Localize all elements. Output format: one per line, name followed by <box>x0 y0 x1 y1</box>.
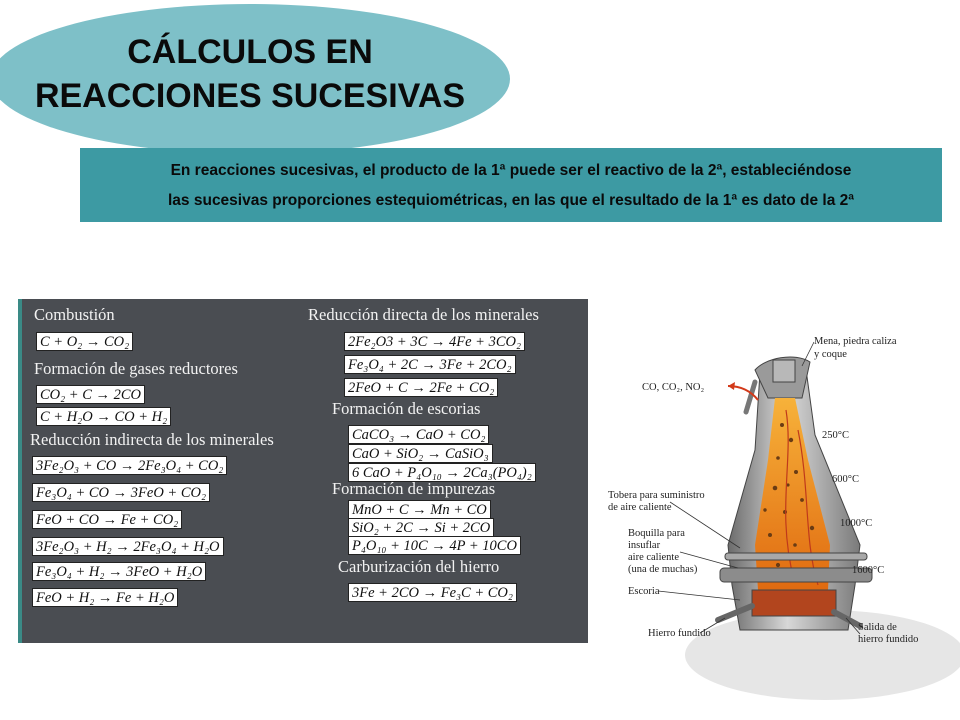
label-1000c: 1000°C <box>840 518 873 529</box>
label-gases: CO, CO₂, NO₂ <box>642 382 705 393</box>
label-boquilla-4: (una de muchas) <box>628 564 698 575</box>
equation: 3Fe₂O₃ + CO → 2Fe₃O₄ + CO₂ <box>32 456 227 475</box>
label-salida-1: Salida de <box>858 622 897 633</box>
label-escoria: Escoria <box>628 586 660 597</box>
reactions-panel <box>18 299 588 643</box>
heading-carburizacion: Carburización del hierro <box>338 557 500 576</box>
title-line-1: CÁLCULOS EN <box>127 33 373 71</box>
label-hierro-fundido: Hierro fundido <box>648 628 711 639</box>
label-1600c: 1600°C <box>852 565 885 576</box>
banner-line-1: En reacciones sucesivas, el producto de la 1ª puede ser el reactivo de la 2ª, estableciéndose <box>170 162 852 179</box>
equation: C + O₂ → CO₂ <box>36 332 133 351</box>
equation: Fe₃O₄ + 2C → 3Fe + 2CO₂ <box>344 355 516 374</box>
blast-furnace-diagram <box>590 300 960 710</box>
heading-reduccion-directa: Reducción directa de los minerales <box>308 305 539 324</box>
equation: FeO + CO → Fe + CO₂ <box>32 510 182 529</box>
equation: Fe₃O₄ + H₂ → 3FeO + H₂O <box>32 562 206 581</box>
heading-escorias: Formación de escorias <box>332 399 481 418</box>
equation: MnO + C → Mn + CO <box>348 500 491 519</box>
equation: 2FeO + C → 2Fe + CO₂ <box>344 378 498 397</box>
equation: CaCO₃ → CaO + CO₂ <box>348 425 489 444</box>
banner-line-2: las sucesivas proporciones estequiométricas, en las que el resultado de la 1ª es dato de la 2ª <box>168 192 854 209</box>
equation: Fe₃O₄ + CO → 3FeO + CO₂ <box>32 483 210 502</box>
label-boquilla-1: Boquilla para <box>628 528 685 539</box>
label-mena: Mena, piedra caliza <box>814 336 897 347</box>
label-boquilla-2: insuflar <box>628 540 661 551</box>
label-boquilla-3: aire caliente <box>628 552 680 563</box>
equation: CaO + SiO₂ → CaSiO₃ <box>348 444 493 463</box>
equation: SiO₂ + 2C → Si + 2CO <box>348 518 494 537</box>
heading-reduccion-indirecta: Reducción indirecta de los minerales <box>30 430 274 449</box>
equation: CO₂ + C → 2CO <box>36 385 145 404</box>
page-title <box>0 30 500 118</box>
equation: 6 CaO + P₄O₁₀ → 2Ca₃(PO₄)₂ <box>348 463 536 482</box>
equation: 2Fe₂O3 + 3C → 4Fe + 3CO₂ <box>344 332 525 351</box>
label-600c: 600°C <box>832 474 859 485</box>
equation: FeO + H₂ → Fe + H₂O <box>32 588 178 607</box>
equation: P₄O₁₀ + 10C → 4P + 10CO <box>348 536 521 555</box>
label-salida-2: hierro fundido <box>858 634 919 645</box>
label-tobera-1: Tobera para suministro <box>608 490 705 501</box>
equation: 3Fe₂O₃ + H₂ → 2Fe₃O₄ + H₂O <box>32 537 224 556</box>
equation: 3Fe + 2CO → Fe₃C + CO₂ <box>348 583 517 602</box>
title-line-2: REACCIONES SUCESIVAS <box>34 77 466 115</box>
intro-banner <box>80 148 942 222</box>
heading-impurezas: Formación de impurezas <box>332 479 496 498</box>
heading-gases-reductores: Formación de gases reductores <box>34 359 238 378</box>
equation: C + H₂O → CO + H₂ <box>36 407 171 426</box>
heading-combustion: Combustión <box>34 305 115 324</box>
label-coque: y coque <box>814 349 847 360</box>
label-tobera-2: de aire caliente <box>608 502 672 513</box>
label-250c: 250°C <box>822 430 849 441</box>
